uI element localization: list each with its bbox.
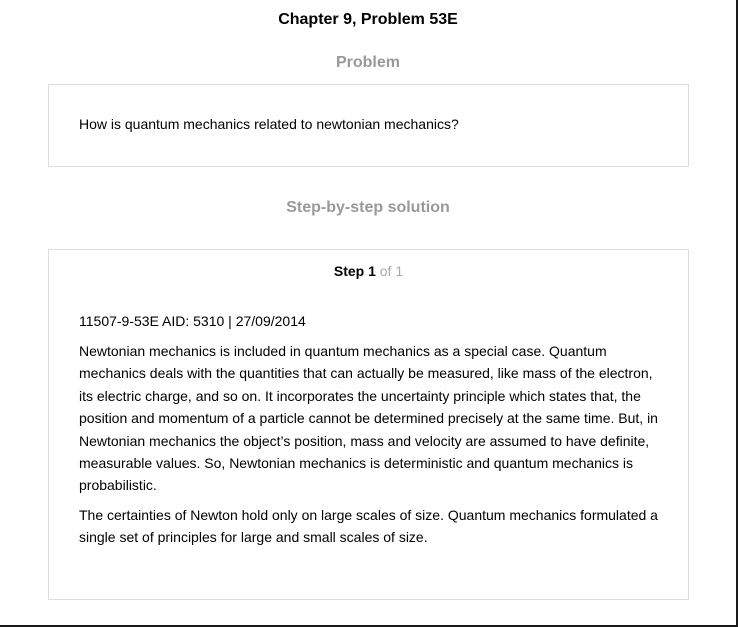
step-meta: 11507-9-53E AID: 5310 | 27/09/2014 bbox=[79, 313, 306, 329]
solution-heading: Step-by-step solution bbox=[286, 199, 450, 216]
step-body bbox=[79, 340, 664, 556]
step-label: Step 1 bbox=[333, 263, 376, 279]
problem-box bbox=[48, 84, 689, 167]
solution-box bbox=[48, 249, 689, 600]
step-count: of 1 bbox=[379, 263, 404, 279]
step-header bbox=[49, 263, 688, 279]
problem-heading: Problem bbox=[335, 54, 400, 71]
page-title: Chapter 9, Problem 53E bbox=[278, 11, 458, 28]
solution-paragraph: Newtonian mechanics is included in quantum mechanics as a special case. Quantum mechanics deals with the quantities that can actually be measured, like mass of the electron, its electric charge, and so on. It incorporates the uncertainty principle which states that, the position and momentum of a particle cannot be determined precisely at the same time. But, in Newtonian mechanics the object’s position, mass and velocity are assumed to have definite, measurable values. So, Newtonian mechanics is deterministic and quantum mechanics is probabilistic. bbox=[79, 343, 658, 494]
solution-paragraph: The certainties of Newton hold only on large scales of size. Quantum mechanics formulated a single set of principles for large and small scales of size. bbox=[79, 506, 658, 546]
problem-text: How is quantum mechanics related to newtonian mechanics? bbox=[79, 116, 459, 132]
